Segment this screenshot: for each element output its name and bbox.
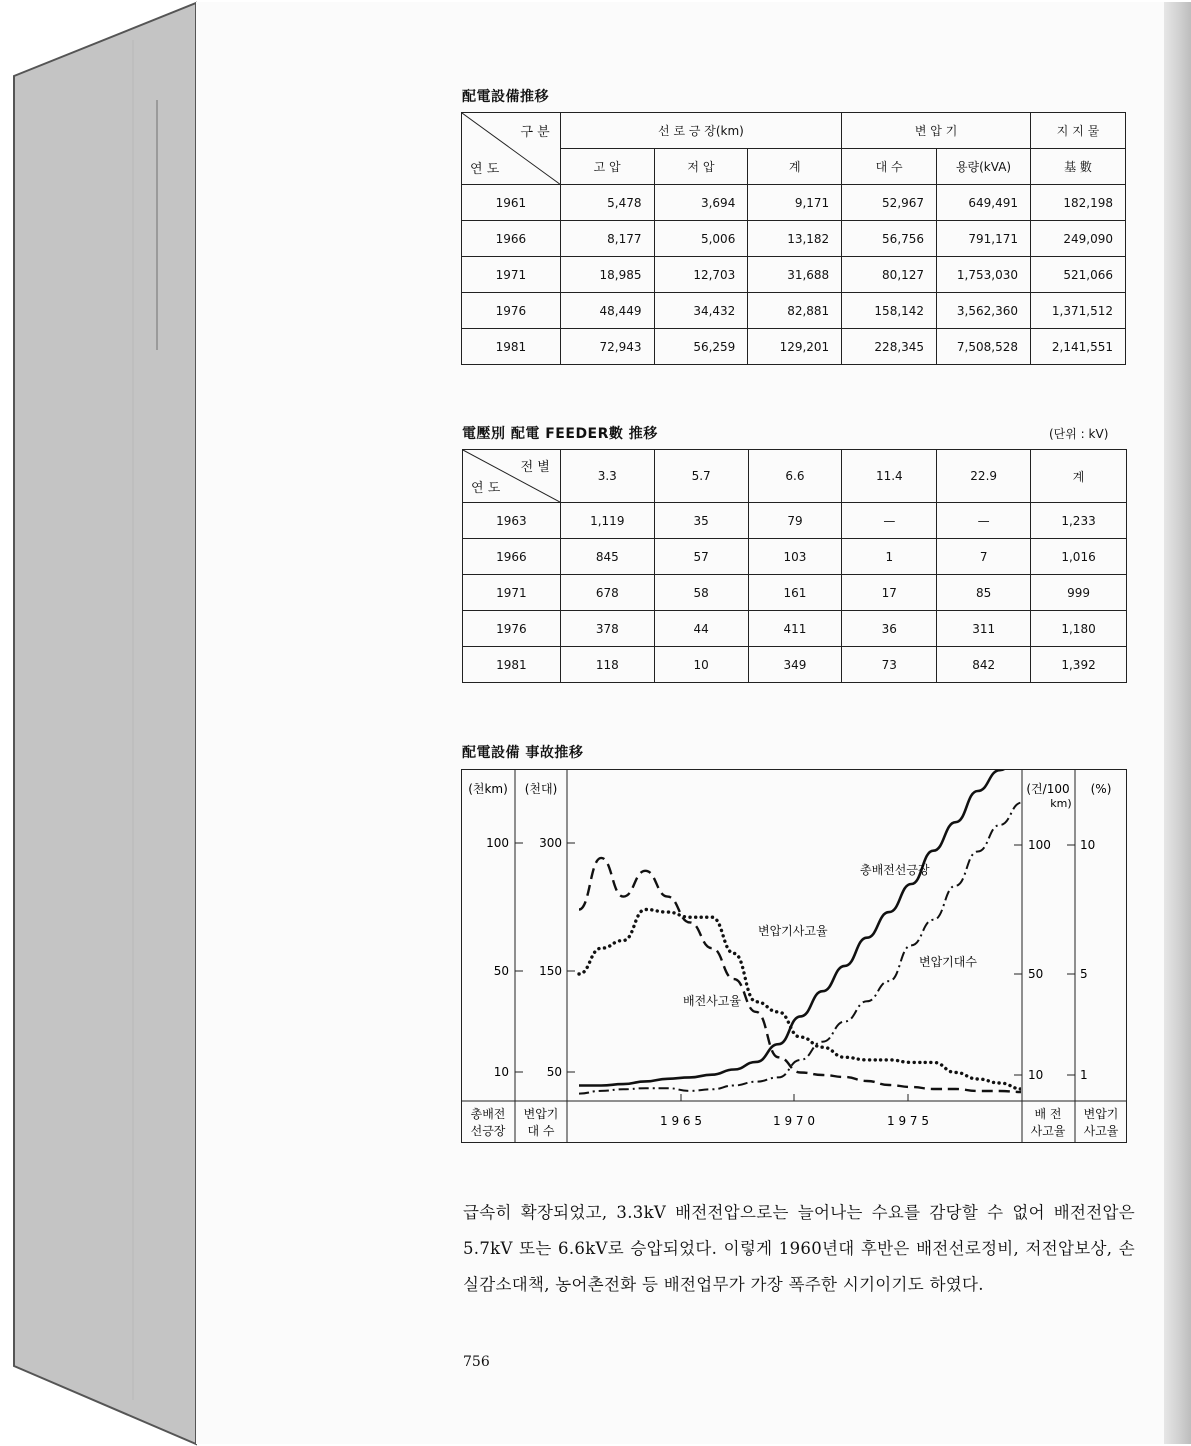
- table-cell: 73: [842, 647, 937, 683]
- table-cell: 845: [560, 539, 654, 575]
- table-cell: 52,967: [842, 185, 937, 221]
- unit-right1-a: (건/100: [1026, 782, 1070, 796]
- table2-header-cell: 계: [1031, 450, 1127, 503]
- table2-header-cell: 22.9: [937, 450, 1031, 503]
- distribution-facility-table: [461, 112, 1126, 365]
- table-cell: 161: [748, 575, 842, 611]
- table-cell: 1976: [463, 611, 561, 647]
- table-cell: 249,090: [1030, 221, 1125, 257]
- table2-header-cell: 6.6: [748, 450, 842, 503]
- footer-label: 사고율: [1083, 1124, 1119, 1138]
- table-cell: 82,881: [748, 293, 842, 329]
- table-cell: 56,756: [842, 221, 937, 257]
- tick-label: 10: [493, 1065, 509, 1079]
- table-cell: 1976: [462, 293, 561, 329]
- table-cell: 999: [1031, 575, 1127, 611]
- table-cell: 57: [654, 539, 748, 575]
- table-cell: 1981: [462, 329, 561, 365]
- table-cell: 1,180: [1031, 611, 1127, 647]
- tick-label: 10: [1080, 838, 1096, 852]
- series-line-accident-rate: [579, 858, 1022, 1092]
- body-paragraph: 급속히 확장되었고, 3.3kV 배전전압으로는 늘어나는 수요를 감당할 수 없어 배전전압은 5.7kV 또는 6.6kV로 승압되었다. 이렇게 1960년대 후반은 배전선로정비, 저전압보상, 손실감소대책, 농어촌전화 등 배전업무가 가장 폭주한 시기이기도 하였다.: [463, 1203, 1135, 1294]
- feeder-count-table: [462, 449, 1127, 683]
- table2-corner-top: 전 별: [520, 460, 550, 475]
- table-cell: 56,259: [654, 329, 748, 365]
- left-axis-2: [539, 836, 575, 1079]
- tick-label: 50: [493, 964, 509, 978]
- tick-label: 100: [486, 836, 509, 850]
- table2-corner-bottom: 연 도: [471, 481, 501, 496]
- table-row: [462, 257, 1126, 293]
- table-cell: 12,703: [654, 257, 748, 293]
- right-page-shadow: [1164, 2, 1191, 1444]
- table1-header-support: 지 지 물: [1030, 113, 1125, 149]
- table1-corner-cell: [462, 113, 561, 185]
- label-transformer-count: 변압기대수: [919, 955, 977, 969]
- table-row: [463, 503, 1127, 539]
- unit-right1-b: km): [1050, 797, 1072, 810]
- table-cell: 1981: [463, 647, 561, 683]
- table1-title: 配電設備推移: [462, 89, 549, 105]
- table1-header-transformer: 변 압 기: [842, 113, 1031, 149]
- table1-header-line-length: 선 로 긍 장(km): [560, 113, 841, 149]
- table-cell: 791,171: [937, 221, 1031, 257]
- tick-label: 10: [1028, 1068, 1044, 1082]
- label-total-line: 총배전선긍장: [860, 863, 930, 877]
- footer-label: 배 전: [1034, 1107, 1062, 1121]
- right-axis-2: [1067, 838, 1095, 1082]
- table-cell: 8,177: [560, 221, 654, 257]
- x-tick-label: 1 9 7 0: [773, 1114, 815, 1128]
- table-cell: 1966: [462, 221, 561, 257]
- unit-left2: (천대): [524, 782, 558, 796]
- table-cell: 34,432: [654, 293, 748, 329]
- table-cell: 1961: [462, 185, 561, 221]
- table1-sub-base: 基 數: [1030, 149, 1125, 185]
- footer-label: 변압기: [523, 1107, 559, 1121]
- table-cell: 129,201: [748, 329, 842, 365]
- table-row: [462, 185, 1126, 221]
- table-cell: 378: [560, 611, 654, 647]
- table-cell: 1966: [463, 539, 561, 575]
- table-cell: 1,392: [1031, 647, 1127, 683]
- table-cell: 31,688: [748, 257, 842, 293]
- tick-label: 50: [1028, 967, 1044, 981]
- table-row: [463, 611, 1127, 647]
- table-cell: 842: [937, 647, 1031, 683]
- table-cell: 1963: [463, 503, 561, 539]
- unit-left1: (천km): [468, 782, 508, 796]
- table-cell: 1,233: [1031, 503, 1127, 539]
- table2-header-cell: 3.3: [560, 450, 654, 503]
- x-tick-label: 1 9 6 5: [660, 1114, 702, 1128]
- page-number: 756: [463, 1354, 490, 1370]
- table-cell: 103: [748, 539, 842, 575]
- label-transformer-accident: 변압기사고율: [758, 924, 828, 938]
- table-cell: 1: [842, 539, 937, 575]
- tick-label: 100: [1028, 838, 1051, 852]
- table-cell: 2,141,551: [1030, 329, 1125, 365]
- table-cell: 349: [748, 647, 842, 683]
- table-cell: 3,694: [654, 185, 748, 221]
- tick-label: 300: [539, 836, 562, 850]
- table-cell: 311: [937, 611, 1031, 647]
- table2-unit: (단위 : kV): [1049, 427, 1109, 441]
- table-cell: 36: [842, 611, 937, 647]
- table-cell: 80,127: [842, 257, 937, 293]
- table-cell: 3,562,360: [937, 293, 1031, 329]
- table-cell: 7: [937, 539, 1031, 575]
- tick-label: 1: [1080, 1068, 1088, 1082]
- table1-sub-low: 저 압: [654, 149, 748, 185]
- table-cell: 158,142: [842, 293, 937, 329]
- table-cell: 7,508,528: [937, 329, 1031, 365]
- left-axis-1: [486, 836, 523, 1079]
- table1-sub-total: 계: [748, 149, 842, 185]
- table2-title: 電壓別 配電 FEEDER數 推移: [462, 426, 658, 442]
- accident-trend-chart: [461, 769, 1127, 1148]
- unit-right2: (%): [1090, 782, 1112, 796]
- table-cell: 85: [937, 575, 1031, 611]
- table-cell: 411: [748, 611, 842, 647]
- table-cell: 79: [748, 503, 842, 539]
- table-cell: 35: [654, 503, 748, 539]
- table-cell: 17: [842, 575, 937, 611]
- table-cell: —: [842, 503, 937, 539]
- label-line-accident: 배전사고율: [683, 994, 741, 1008]
- table-cell: 1971: [463, 575, 561, 611]
- table1-sub-count: 대 수: [842, 149, 937, 185]
- table-cell: 1,753,030: [937, 257, 1031, 293]
- tick-label: 150: [539, 964, 562, 978]
- footer-label: 사고율: [1030, 1124, 1066, 1138]
- table-cell: 13,182: [748, 221, 842, 257]
- table-cell: 118: [560, 647, 654, 683]
- table2-header-cell: 5.7: [654, 450, 748, 503]
- table-cell: 649,491: [937, 185, 1031, 221]
- table1-corner-bottom: 연 도: [470, 162, 500, 177]
- table-cell: 48,449: [560, 293, 654, 329]
- table-cell: 5,478: [560, 185, 654, 221]
- table2-corner-cell: [463, 450, 561, 503]
- table-cell: 1971: [462, 257, 561, 293]
- footer-label: 변압기: [1083, 1107, 1119, 1121]
- table-row: [463, 539, 1127, 575]
- table-cell: 10: [654, 647, 748, 683]
- right-axis-1: [1014, 838, 1051, 1082]
- table-cell: 18,985: [560, 257, 654, 293]
- table1-sub-capacity: 용량(kVA): [937, 149, 1031, 185]
- table-cell: 72,943: [560, 329, 654, 365]
- table-cell: 5,006: [654, 221, 748, 257]
- tick-label: 5: [1080, 967, 1088, 981]
- table-cell: 182,198: [1030, 185, 1125, 221]
- table-cell: 678: [560, 575, 654, 611]
- footer-label: 총배전: [470, 1107, 506, 1121]
- chart-title: 配電設備 事故推移: [462, 745, 584, 761]
- table1-corner-top: 구 분: [520, 125, 550, 140]
- table-cell: 58: [654, 575, 748, 611]
- footer-label: 대 수: [527, 1124, 555, 1138]
- table1-sub-high: 고 압: [560, 149, 654, 185]
- series-transformer-count: [579, 803, 1022, 1094]
- table-row: [463, 647, 1127, 683]
- table-cell: 228,345: [842, 329, 937, 365]
- table-cell: 1,016: [1031, 539, 1127, 575]
- table-cell: —: [937, 503, 1031, 539]
- table-row: [462, 293, 1126, 329]
- table-row: [463, 575, 1127, 611]
- table2-header-cell: 11.4: [842, 450, 937, 503]
- table-cell: 1,119: [560, 503, 654, 539]
- x-tick-label: 1 9 7 5: [887, 1114, 929, 1128]
- table-row: [462, 221, 1126, 257]
- table-cell: 44: [654, 611, 748, 647]
- table-cell: 521,066: [1030, 257, 1125, 293]
- table-row: [462, 329, 1126, 365]
- footer-label: 선긍장: [470, 1124, 506, 1138]
- tick-label: 50: [546, 1065, 562, 1079]
- table-cell: 1,371,512: [1030, 293, 1125, 329]
- table-cell: 9,171: [748, 185, 842, 221]
